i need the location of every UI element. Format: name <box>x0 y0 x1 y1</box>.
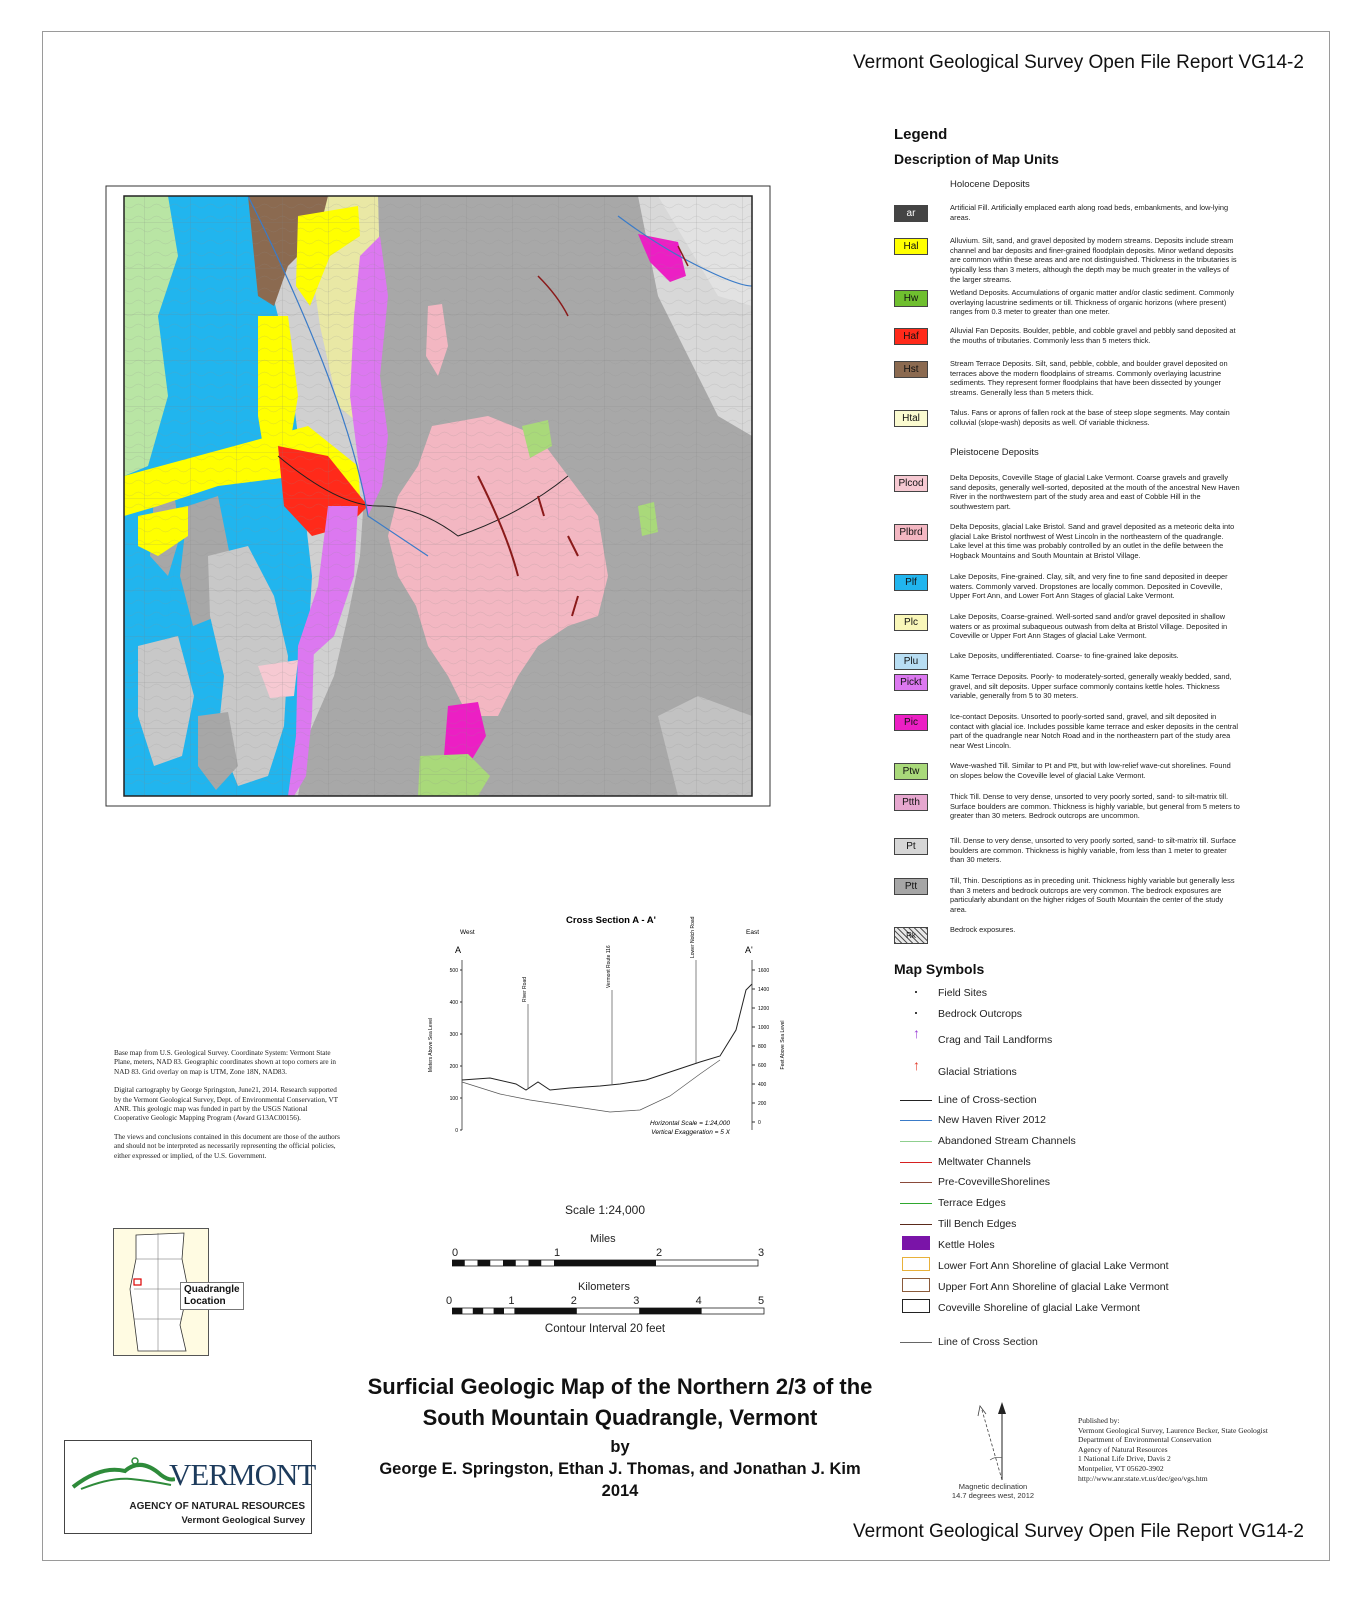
road-label-route116: Vermont Route 116 <box>606 945 612 988</box>
unit-swatch: Pic <box>894 714 928 731</box>
unit-description: Till, Thin. Descriptions as in preceding unit. Thickness highly variable but generally less than 3 meters and bedrock outcrops are very common. The bedrock exposures are particularly abundant on the higher ridges of South Mountain the center of the study area. <box>950 876 1235 915</box>
scale-segment <box>478 1260 491 1266</box>
unit-description: Talus. Fans or aprons of fallen rock at the base of steep slope segments. May contain colluvial (slope-wash) deposits as well. Of variable thickness. <box>950 408 1230 427</box>
unit-description: Lake Deposits, Coarse-grained. Well-sorted sand and/or gravel deposited in shallow waters or as proximal subaqueous outwash from delta at Bristol Village. Deposited in Coveville or Upper Fort Ann Stages of glacial Lake Vermont. <box>950 612 1228 641</box>
symbol-glyph <box>900 1203 932 1204</box>
symbol-glyph <box>902 1278 930 1292</box>
symbol-label: Line of Cross-section <box>938 1094 1037 1106</box>
scale-tick-label: 3 <box>758 1247 765 1259</box>
road-label-river: River Road <box>522 976 528 1002</box>
symbol-label: Crag and Tail Landforms <box>938 1034 1053 1046</box>
scale-tick-label: 2 <box>656 1247 663 1259</box>
unit-description: Bedrock exposures. <box>950 925 1016 934</box>
magnetic-declination: Magnetic declination 14.7 degrees west, 2012 <box>951 1482 1035 1500</box>
unit-swatch: Hal <box>894 238 928 255</box>
symbol-glyph <box>900 1100 932 1101</box>
symbol-label: Pre-CovevilleShorelines <box>938 1176 1051 1188</box>
unit-description: Kame Terrace Deposits. Poorly- to moderately-sorted, generally weakly bedded, sand, gravel, and silt deposits. Upper surface commonly contains kettle holes. Thickness variable, generally from 5 to 30 meters. <box>950 672 1232 701</box>
note-disclaimer: The views and conclusions contained in this document are those of the authors and should not be interpreted as necessarily representing the official policies, either expressed or implied, of the U.S. Government. <box>114 1132 340 1160</box>
unit-description: Alluvium. Silt, sand, and gravel deposited by modern streams. Deposits include stream channel and bar deposits and finer-grained floodplain deposits. Minor wetland deposits are common within these areas and are not distinguished. Thickness in the tributaries is typically less than 3 meters, although the depth may be much greater in the valleys of the larger streams. <box>950 236 1237 284</box>
symbol-label: Coveville Shoreline of glacial Lake Vermont <box>938 1302 1140 1314</box>
symbol-glyph <box>900 1224 932 1225</box>
unit-swatch: Plc <box>894 614 928 631</box>
scale-segment <box>503 1260 516 1266</box>
symbol-label: Lower Fort Ann Shoreline of glacial Lake Vermont <box>938 1260 1169 1272</box>
legend-title: Legend <box>894 126 948 143</box>
map-notes <box>114 1049 344 1170</box>
legend-subtitle: Description of Map Units <box>894 151 1059 167</box>
map-symbols-title: Map Symbols <box>894 961 985 977</box>
symbol-glyph <box>900 1342 932 1343</box>
unit-swatch: Ptw <box>894 763 928 780</box>
symbol-glyph: ↑ <box>913 1057 920 1073</box>
logo-wordmark: VERMONT <box>169 1457 316 1492</box>
report-title-top: Vermont Geological Survey Open File Report VG14-2 <box>853 52 1304 73</box>
right-axis-label: Feet Above Sea Level <box>780 1020 786 1070</box>
unit-swatch: Plbrd <box>894 524 928 541</box>
right-tick-label: 0 <box>758 1120 761 1126</box>
unit-swatch: Ptth <box>894 794 928 811</box>
unit-swatch: Haf <box>894 328 928 345</box>
mountain-logo-icon <box>71 1453 175 1493</box>
map-symbol-coveville-shoreline-of-glacial-lake-vermont <box>900 1302 1330 1320</box>
right-tick-label: 1200 <box>758 1006 770 1012</box>
miles-label: Miles <box>590 1233 616 1245</box>
scale-segment <box>473 1308 483 1314</box>
quadrangle-location-label: Quadrangle Location <box>180 1282 244 1310</box>
note-cartography: Digital cartography by George Springston, June21, 2014. Research supported by the Vermont Geological Survey, Dept. of Environmental Conservation, VT ANR. This geologic map was funded in part by the USGS National Cooperative Geologic Mapping Program (Award G13AC00156). <box>114 1086 338 1123</box>
symbol-label: Till Bench Edges <box>938 1218 1017 1230</box>
right-tick-label: 400 <box>758 1082 767 1088</box>
report-title-bottom: Vermont Geological Survey Open File Report VG14-2 <box>853 1521 1304 1542</box>
map-symbol-new-haven-river-2012 <box>900 1114 1330 1132</box>
scale-segment <box>494 1308 504 1314</box>
title-line-2: South Mountain Quadrangle, Vermont <box>422 1405 818 1430</box>
unit-description: Wetland Deposits. Accumulations of organic matter and/or clastic sediment. Commonly overlaying lacustrine sediments or till. Thickness of organic horizons (where present) ranges from 0.3 meter to greater than one meter. <box>950 288 1235 317</box>
unit-description: Lake Deposits, undifferentiated. Coarse- to fine-grained lake deposits. <box>950 651 1179 660</box>
symbol-label: Bedrock Outcrops <box>938 1008 1023 1020</box>
scale-tick-label: 1 <box>554 1247 561 1259</box>
map-symbol-kettle-holes <box>900 1239 1330 1257</box>
scale-segment <box>639 1308 701 1314</box>
scale-tick-label: 2 <box>570 1295 577 1307</box>
unit-swatch: Hw <box>894 290 928 307</box>
unit-description: Lake Deposits, Fine-grained. Clay, silt, and very fine to fine sand deposited in deeper waters. Commonly varved. Dropstones are locally common. Deposited in Coveville, Upper Fort Ann, and Lower Fort Ann Stages of glacial Lake Vermont. <box>950 572 1228 601</box>
authors: George E. Springston, Ethan J. Thomas, and Jonathan J. Kim <box>379 1460 861 1478</box>
cross-section-east: East <box>746 929 760 936</box>
map-symbol-line-of-cross-section <box>900 1094 1330 1112</box>
unit-swatch: ar <box>894 205 928 222</box>
vertical-exaggeration-note: Vertical Exaggeration = 5 X <box>651 1129 730 1136</box>
scale-tick-label: 0 <box>446 1295 453 1307</box>
map-symbol-terrace-edges <box>900 1197 1330 1215</box>
horizontal-scale-note: Horizontal Scale = 1:24,000 <box>649 1120 730 1127</box>
contour-interval: Contour Interval 20 feet <box>544 1323 666 1335</box>
map-symbol-upper-fort-ann-shoreline-of-glacial-lake-vermont <box>900 1281 1330 1299</box>
symbol-glyph <box>900 1120 932 1121</box>
scale-tick-label: 5 <box>758 1295 765 1307</box>
geologic-map[interactable] <box>98 176 780 816</box>
left-tick-label: 300 <box>449 1032 458 1038</box>
map-symbol-line-of-cross-section <box>900 1336 1330 1354</box>
unit-description: Delta Deposits, Coveville Stage of glacial Lake Vermont. Coarse gravels and gravelly sand deposits, generally well-sorted, deposited at the mouth of the ancestral New Haven River in the northwestern part of the study area and east of Cobble Hill in the southwestern part. <box>950 473 1240 512</box>
north-arrow-icon <box>962 1400 1022 1484</box>
unit-swatch: Htal <box>894 410 928 427</box>
unit-description: Ice-contact Deposits. Unsorted to poorly-sorted sand, gravel, and silt deposited in contact with glacial ice. Includes possible kame terrace and esker deposits in the central part of the quadrangle near Notch Road and in the northeastern part of the study area near West Lincoln. <box>950 712 1238 751</box>
right-tick-label: 600 <box>758 1063 767 1069</box>
map-symbol-meltwater-channels <box>900 1156 1330 1174</box>
left-tick-label: 100 <box>449 1096 458 1102</box>
road-label-notch: Lower Notch Road <box>690 916 696 958</box>
cross-section <box>420 910 820 1165</box>
scale-tick-label: 3 <box>633 1295 640 1307</box>
symbol-glyph <box>902 1299 930 1313</box>
symbol-glyph <box>900 1162 932 1163</box>
right-tick-label: 800 <box>758 1044 767 1050</box>
symbol-label: Glacial Striations <box>938 1066 1017 1078</box>
left-tick-label: 200 <box>449 1064 458 1070</box>
unit-swatch: Plf <box>894 574 928 591</box>
symbol-glyph <box>902 1257 930 1271</box>
symbol-label: Terrace Edges <box>938 1197 1006 1209</box>
publisher-block: Published by: Vermont Geological Survey, Laurence Becker, State Geologist Department of Environmental Conservation Agency of Natural Resources 1 National Life Drive, Davis 2 Montpelier, VT 05620-3902 http://www.anr.state.vt.us/dec/geo/vgs.htm <box>1078 1416 1268 1483</box>
scale-segment <box>452 1260 465 1266</box>
map-symbol-lower-fort-ann-shoreline-of-glacial-lake-vermont <box>900 1260 1330 1278</box>
map-symbol-crag-and-tail-landforms <box>900 1025 1330 1052</box>
symbol-glyph <box>915 1012 917 1014</box>
scale-title: Scale 1:24,000 <box>564 1203 646 1217</box>
symbol-label: Line of Cross Section <box>938 1336 1038 1348</box>
right-tick-label: 1600 <box>758 968 770 974</box>
unit-description: Thick Till. Dense to very dense, unsorted to very poorly sorted, sand- to silt-matrix till. Surface boulders are common. Thickness is highly variable, but general from 5 meters to greater than 30 meters. Bedrock outcrops are uncommon. <box>950 792 1240 821</box>
year: 2014 <box>601 1482 639 1500</box>
unit-description: Delta Deposits, glacial Lake Bristol. Sand and gravel deposited as a meteoric delta into glacial Lake Bristol northwest of West Lincoln in the northeastern of the quadrangle. Lake level at this time was probably controlled by an outlet in the defile between the Hogback Mountains and South Mountain at Bristol Village. <box>950 522 1235 561</box>
scale-tick-label: 0 <box>452 1247 459 1259</box>
title-by: by <box>610 1438 630 1456</box>
pleistocene-label: Pleistocene Deposits <box>950 447 1039 458</box>
cross-section-west: West <box>460 929 475 936</box>
symbol-glyph <box>900 1141 932 1142</box>
logo-survey: Vermont Geological Survey <box>181 1515 305 1526</box>
unit-swatch: Plcod <box>894 475 928 492</box>
cross-section-a: A <box>455 945 462 955</box>
right-tick-label: 1400 <box>758 987 770 993</box>
symbol-glyph: ↑ <box>913 1025 920 1041</box>
symbol-glyph <box>900 1182 932 1183</box>
symbol-label: Field Sites <box>938 987 988 999</box>
scale-tick-label: 1 <box>508 1295 515 1307</box>
symbol-label: Meltwater Channels <box>938 1156 1031 1168</box>
map-symbol-abandoned-stream-channels <box>900 1135 1330 1153</box>
unit-swatch: Rk <box>894 927 928 944</box>
unit-swatch: Ptt <box>894 878 928 895</box>
symbol-label: Kettle Holes <box>938 1239 995 1251</box>
map-units <box>124 196 752 796</box>
left-tick-label: 0 <box>455 1128 458 1134</box>
unit-swatch: Pt <box>894 838 928 855</box>
map-symbol-bedrock-outcrops <box>900 1008 1330 1026</box>
authors-block <box>250 1436 990 1502</box>
unit-swatch: Pickt <box>894 674 928 691</box>
km-scale-bar <box>452 1307 768 1317</box>
cross-section-a-prime: A' <box>745 945 753 955</box>
vermont-anr-logo <box>64 1440 316 1534</box>
unit-description: Till. Dense to very dense, unsorted to very poorly sorted, sand- to silt-matrix till. Surface boulders are common. Thickness is highly variable, from less than 1 meter to greater than 30 meters. <box>950 836 1237 865</box>
miles-scale-bar <box>452 1259 762 1269</box>
kilometers-label: Kilometers <box>578 1281 630 1293</box>
scale-segment <box>452 1308 462 1314</box>
symbol-glyph <box>902 1236 930 1250</box>
scale-segment <box>554 1260 656 1266</box>
unit-description: Alluvial Fan Deposits. Boulder, pebble, and cobble gravel and pebbly sand deposited at the mouths of tributaries. Commonly less than 5 meters thick. <box>950 326 1236 345</box>
left-axis-label: Meters Above Sea Level <box>428 1017 434 1073</box>
unit-swatch: Plu <box>894 653 928 670</box>
map-title <box>250 1371 990 1433</box>
right-tick-label: 200 <box>758 1101 767 1107</box>
cross-section-title: Cross Section A - A' <box>566 915 656 926</box>
unit-swatch: Hst <box>894 361 928 378</box>
symbol-label: Abandoned Stream Channels <box>938 1135 1076 1147</box>
unit-description: Artificial Fill. Artificially emplaced earth along road beds, embankments, and low-lying areas. <box>950 203 1229 222</box>
symbol-label: New Haven River 2012 <box>938 1114 1046 1126</box>
left-tick-label: 400 <box>449 1000 458 1006</box>
map-symbol-pre-covevilleshorelines <box>900 1176 1330 1194</box>
title-line-1: Surficial Geologic Map of the Northern 2/3 of the <box>367 1374 873 1399</box>
scale-segment <box>529 1260 542 1266</box>
holocene-label: Holocene Deposits <box>950 179 1030 190</box>
left-tick-label: 500 <box>449 968 458 974</box>
scale-tick-label: 4 <box>695 1295 702 1307</box>
unit-description: Stream Terrace Deposits. Silt, sand, pebble, cobble, and boulder gravel deposited on terraces above the modern floodplains of streams. Commonly overlaying lacustrine sediments. They represent former floodplains that have been dissected by younger streams. Generally less than 5 meters thick. <box>950 359 1228 398</box>
unit-description: Wave-washed Till. Similar to Pt and Ptt, but with low-relief wave-cut shorelines. Found on slopes below the Coveville level of glacial Lake Vermont. <box>950 761 1231 780</box>
symbol-label: Upper Fort Ann Shoreline of glacial Lake Vermont <box>938 1281 1169 1293</box>
map-symbol-field-sites <box>900 987 1330 1005</box>
right-tick-label: 1000 <box>758 1025 770 1031</box>
map-symbol-till-bench-edges <box>900 1218 1330 1236</box>
scale-segment <box>514 1308 576 1314</box>
map-symbol-glacial-striations <box>900 1057 1330 1084</box>
symbol-glyph <box>915 991 917 993</box>
note-base-map: Base map from U.S. Geological Survey. Coordinate System: Vermont State Plane, meters, NAD 83. Geographic coordinates shown at topo corners are in NAD 83. Grid overlay on map is UTM, Zone 18N, NAD83. <box>114 1049 336 1076</box>
logo-agency: AGENCY OF NATURAL RESOURCES <box>129 1501 305 1512</box>
